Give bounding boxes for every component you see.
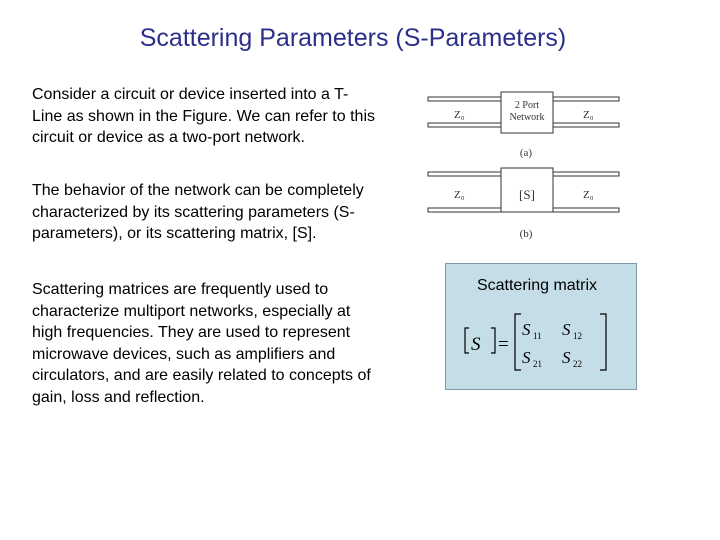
figure-a xyxy=(428,92,619,159)
paragraph-usage: Scattering matrices are frequently used to characterize multiport networks, especially at high frequencies. They are used to represent microwave devices, such as amplifiers and circulators, and are easily related to concepts of gain, loss and reflection. xyxy=(32,281,371,406)
slide-title: Scattering Parameters (S-Parameters) xyxy=(139,24,567,52)
equals-sign: = xyxy=(498,334,509,355)
s11: S xyxy=(522,320,531,339)
caption-a: (a) xyxy=(519,147,533,159)
paragraph-intro: Consider a circuit or device inserted into a T-Line as shown in the Figure. We can refer to this circuit or device as a two-port network. xyxy=(32,86,375,146)
scattering-matrix-box xyxy=(445,263,637,390)
two-port-network-figure xyxy=(420,83,620,248)
scattering-matrix-caption: Scattering matrix xyxy=(476,277,598,294)
figure-b xyxy=(428,168,619,240)
paragraph-behavior: The behavior of the network can be completely characterized by its scattering parameters (S-parameters), or its scattering matrix, [S]. xyxy=(32,182,364,242)
s22-sub: 22 xyxy=(573,359,582,369)
z0-right-a: Z₀ xyxy=(583,109,594,121)
s22: S xyxy=(562,348,571,367)
scattering-matrix-equation xyxy=(446,264,636,389)
s12: S xyxy=(562,320,571,339)
z0-left-a: Z₀ xyxy=(454,109,465,121)
matrix-lhs: S xyxy=(471,334,481,355)
box-b-label: [S] xyxy=(519,187,535,202)
s21-sub: 21 xyxy=(533,359,542,369)
z0-right-b: Z₀ xyxy=(583,189,594,201)
box-a-line2: Network xyxy=(509,112,545,123)
box-a-line1: 2 Port xyxy=(514,100,540,111)
s12-sub: 12 xyxy=(573,331,582,341)
s11-sub: 11 xyxy=(533,331,542,341)
caption-b: (b) xyxy=(519,228,533,240)
z0-left-b: Z₀ xyxy=(454,189,465,201)
s21: S xyxy=(522,348,531,367)
